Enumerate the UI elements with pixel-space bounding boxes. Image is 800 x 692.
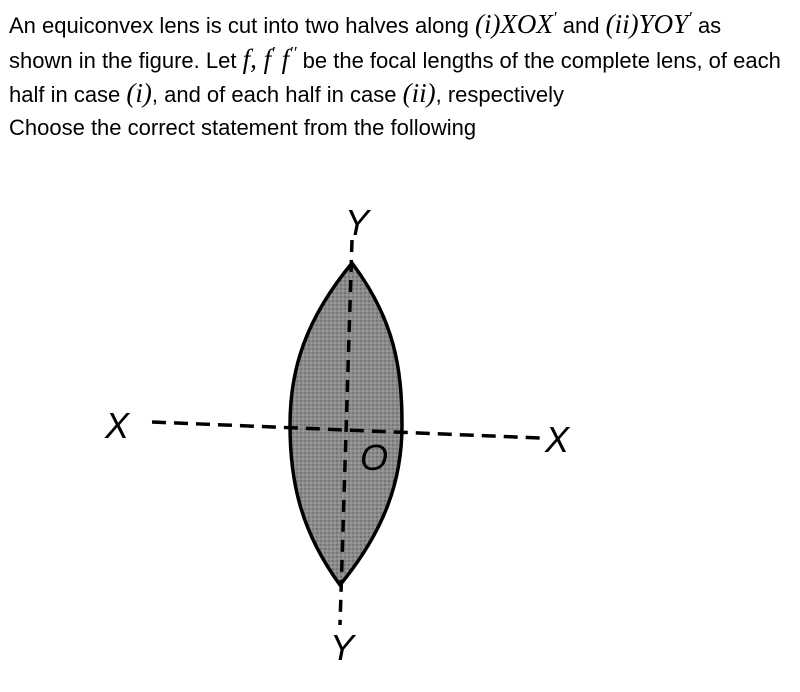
label-x-right: X [545, 419, 570, 460]
question-text-part: and [556, 13, 606, 38]
question-text-part: , and of each half in case [151, 82, 403, 107]
math-f-double-prime: f′′ [274, 42, 297, 74]
label-y-bottom: Y [330, 627, 355, 668]
question-text-part: , respectively [435, 82, 565, 107]
math-case-ii: (ii) [402, 78, 436, 108]
question-text-part: as shown in the figure. Let [9, 13, 722, 73]
math-yoy: (ii)YOY′ [605, 8, 692, 39]
label-origin: O [360, 437, 389, 478]
lens-diagram [0, 190, 800, 692]
math-case-i: (i) [126, 78, 152, 108]
math-f-fprime: f, f′ [242, 42, 275, 74]
question-text-part: An equiconvex lens is cut into two halves along [9, 13, 475, 38]
math-xox: (i)XOX′ [474, 8, 557, 39]
question-text-part: be the focal lengths of the complete lens, of each half in case [9, 47, 781, 107]
question-text [9, 8, 789, 144]
label-y-top: Y [345, 202, 370, 243]
label-x-left: X [105, 405, 130, 446]
instruction-text: Choose the correct statement from the following [9, 114, 477, 140]
